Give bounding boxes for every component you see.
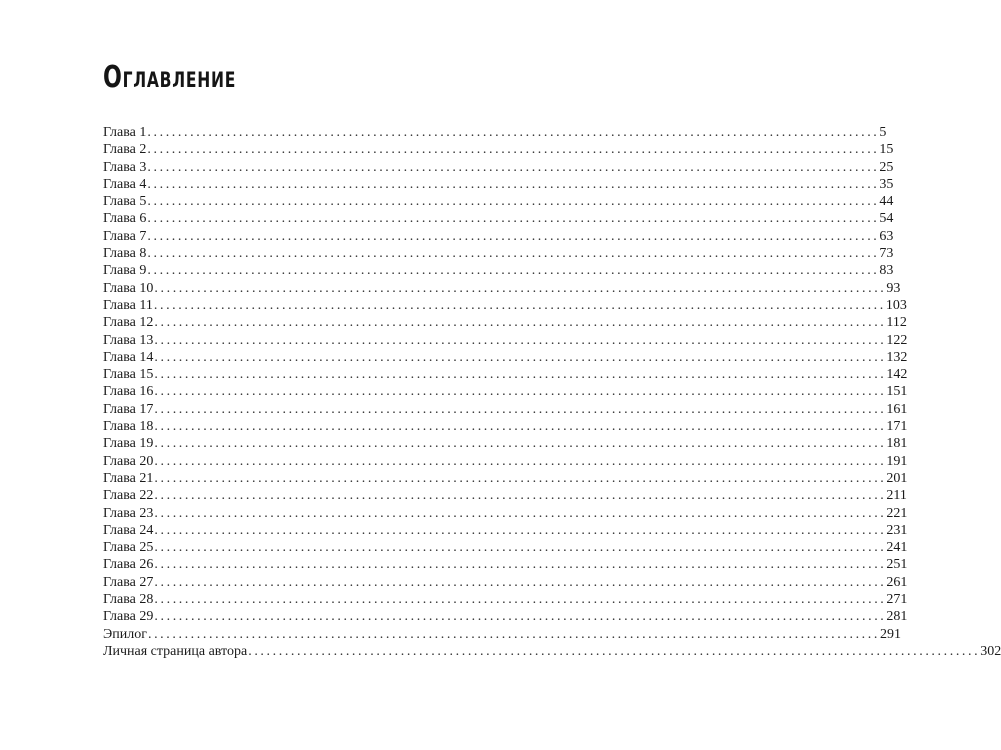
toc-entry-label: Глава 7 [103, 228, 147, 244]
toc-entry[interactable] [103, 366, 908, 383]
toc-entry-label: Глава 18 [103, 419, 154, 435]
toc-entry-page-number: 201 [886, 470, 908, 486]
page-title: Оглавление [103, 60, 237, 95]
toc-dot-leader: ........................................................................................................................ [147, 159, 880, 175]
toc-dot-leader: ........................................................................................................................ [147, 263, 880, 279]
toc-dot-leader: ........................................................................................................................ [154, 367, 887, 383]
toc-entry-label: Глава 22 [103, 488, 154, 504]
toc-entry[interactable] [103, 401, 908, 418]
toc-entry-label: Глава 12 [103, 315, 154, 331]
toc-entry-label: Личная страница автора [103, 643, 248, 659]
toc-entry-label: Глава 10 [103, 280, 154, 296]
toc-entry[interactable] [103, 591, 908, 608]
toc-entry-page-number: 142 [886, 367, 908, 383]
toc-dot-leader: ........................................................................................................................ [154, 453, 887, 469]
toc-entry[interactable] [103, 556, 908, 573]
toc-entry-label: Глава 11 [103, 297, 153, 313]
toc-entry[interactable] [103, 193, 894, 210]
toc-dot-leader: ........................................................................................................................ [154, 280, 887, 296]
toc-entry-page-number: 83 [879, 263, 894, 279]
toc-entry[interactable] [103, 141, 894, 158]
toc-entry-label: Глава 23 [103, 505, 154, 521]
toc-entry-page-number: 93 [886, 280, 901, 296]
toc-entry-page-number: 151 [886, 384, 908, 400]
toc-dot-leader: ........................................................................................................................ [147, 176, 880, 192]
toc-entry[interactable] [103, 349, 908, 366]
toc-entry[interactable] [103, 418, 908, 435]
toc-entry-label: Глава 6 [103, 211, 147, 227]
toc-entry-label: Глава 1 [103, 125, 147, 140]
toc-dot-leader: ........................................................................................................................ [154, 488, 887, 504]
toc-entry-label: Глава 3 [103, 159, 147, 175]
toc-entry-page-number: 25 [879, 159, 894, 175]
toc-entry-label: Глава 15 [103, 367, 154, 383]
toc-entry[interactable] [103, 435, 908, 452]
toc-entry-label: Глава 5 [103, 194, 147, 210]
toc-dot-leader: ........................................................................................................................ [248, 643, 981, 659]
toc-entry-page-number: 103 [885, 297, 907, 313]
toc-entry-label: Глава 8 [103, 246, 147, 262]
toc-dot-leader: ........................................................................................................................ [147, 246, 880, 262]
toc-dot-leader: ........................................................................................................................ [154, 609, 887, 625]
toc-entry[interactable] [103, 280, 901, 297]
toc-entry-label: Глава 16 [103, 384, 154, 400]
toc-entry-label: Глава 27 [103, 574, 154, 590]
toc-dot-leader: ........................................................................................................................ [153, 297, 886, 313]
toc-entry-label: Глава 14 [103, 349, 154, 365]
toc-entry-page-number: 122 [886, 332, 908, 348]
toc-dot-leader: ........................................................................................................................ [154, 436, 887, 452]
toc-entry-page-number: 302 [980, 643, 1001, 659]
toc-dot-leader: ........................................................................................................................ [154, 401, 887, 417]
toc-entry[interactable] [103, 539, 908, 556]
toc-entry[interactable] [103, 487, 907, 504]
toc-dot-leader: ........................................................................................................................ [154, 505, 887, 521]
toc-dot-leader: ........................................................................................................................ [147, 211, 880, 227]
toc-entry[interactable] [103, 262, 894, 279]
toc-entry-page-number: 281 [886, 609, 908, 625]
toc-dot-leader: ........................................................................................................................ [154, 315, 887, 331]
toc-entry[interactable] [103, 210, 894, 227]
toc-entry[interactable] [103, 608, 908, 625]
toc-entry[interactable] [103, 332, 908, 349]
toc-entry-page-number: 63 [879, 228, 894, 244]
toc-entry[interactable] [103, 383, 908, 400]
toc-entry-page-number: 5 [879, 125, 887, 140]
toc-entry-page-number: 271 [886, 592, 908, 608]
toc-entry-page-number: 35 [879, 176, 894, 192]
toc-entry-page-number: 44 [879, 194, 894, 210]
toc-entry-page-number: 161 [886, 401, 908, 417]
toc-dot-leader: ........................................................................................................................ [147, 194, 880, 210]
toc-entry[interactable] [103, 574, 908, 591]
toc-dot-leader: ........................................................................................................................ [154, 470, 887, 486]
toc-entry-page-number: 261 [886, 574, 908, 590]
toc-entry-label: Глава 24 [103, 522, 154, 538]
toc-dot-leader: ........................................................................................................................ [154, 592, 887, 608]
toc-dot-leader: ........................................................................................................................ [154, 332, 887, 348]
toc-entry[interactable] [103, 297, 907, 314]
toc-entry-label: Глава 29 [103, 609, 154, 625]
toc-entry[interactable] [103, 643, 1001, 660]
toc-entry-page-number: 191 [886, 453, 908, 469]
toc-dot-leader: ........................................................................................................................ [154, 349, 887, 365]
toc-entry[interactable] [103, 245, 894, 262]
toc-entry-label: Глава 20 [103, 453, 154, 469]
toc-entry[interactable] [103, 522, 908, 539]
toc-dot-leader: ........................................................................................................................ [154, 419, 887, 435]
toc-dot-leader: ........................................................................................................................ [154, 557, 887, 573]
toc-entry-label: Глава 4 [103, 176, 147, 192]
toc-entry-page-number: 171 [886, 419, 908, 435]
toc-entry-label: Глава 2 [103, 142, 147, 158]
toc-entry-label: Глава 28 [103, 592, 154, 608]
toc-entry-page-number: 73 [879, 246, 894, 262]
toc-entry[interactable] [103, 626, 901, 643]
toc-dot-leader: ........................................................................................................................ [154, 384, 887, 400]
toc-entry[interactable] [103, 176, 894, 193]
toc-entry[interactable] [103, 453, 908, 470]
toc-entry-page-number: 221 [886, 505, 908, 521]
toc-entry-page-number: 112 [886, 315, 907, 331]
toc-entry-label: Глава 21 [103, 470, 154, 486]
toc-entry-label: Глава 25 [103, 540, 154, 556]
toc-entry-label: Глава 9 [103, 263, 147, 279]
toc-dot-leader: ........................................................................................................................ [154, 540, 887, 556]
toc-dot-leader: ........................................................................................................................ [147, 228, 880, 244]
toc-entry-page-number: 211 [886, 488, 907, 504]
toc-entry-page-number: 241 [886, 540, 908, 556]
toc-entry-label: Эпилог [103, 626, 147, 642]
toc-entry-label: Глава 13 [103, 332, 154, 348]
toc-entry-page-number: 251 [886, 557, 908, 573]
toc-entry-page-number: 54 [879, 211, 894, 227]
toc-dot-leader: ........................................................................................................................ [154, 522, 887, 538]
toc-dot-leader: ........................................................................................................................ [147, 142, 880, 158]
toc-entry[interactable] [103, 314, 907, 331]
toc-dot-leader: ........................................................................................................................ [147, 125, 880, 140]
toc-dot-leader: ........................................................................................................................ [147, 626, 880, 642]
toc-dot-leader: ........................................................................................................................ [154, 574, 887, 590]
toc-entry[interactable] [103, 124, 887, 141]
toc-entry-page-number: 231 [886, 522, 908, 538]
toc-entry-label: Глава 19 [103, 436, 154, 452]
toc-entry[interactable] [103, 159, 894, 176]
toc-entry-page-number: 181 [886, 436, 908, 452]
table-of-contents [103, 124, 1001, 660]
toc-entry[interactable] [103, 228, 894, 245]
toc-entry[interactable] [103, 470, 908, 487]
toc-entry-page-number: 291 [879, 626, 901, 642]
toc-entry[interactable] [103, 505, 908, 522]
toc-entry-page-number: 15 [879, 142, 894, 158]
toc-entry-label: Глава 17 [103, 401, 154, 417]
toc-entry-label: Глава 26 [103, 557, 154, 573]
toc-entry-page-number: 132 [886, 349, 908, 365]
